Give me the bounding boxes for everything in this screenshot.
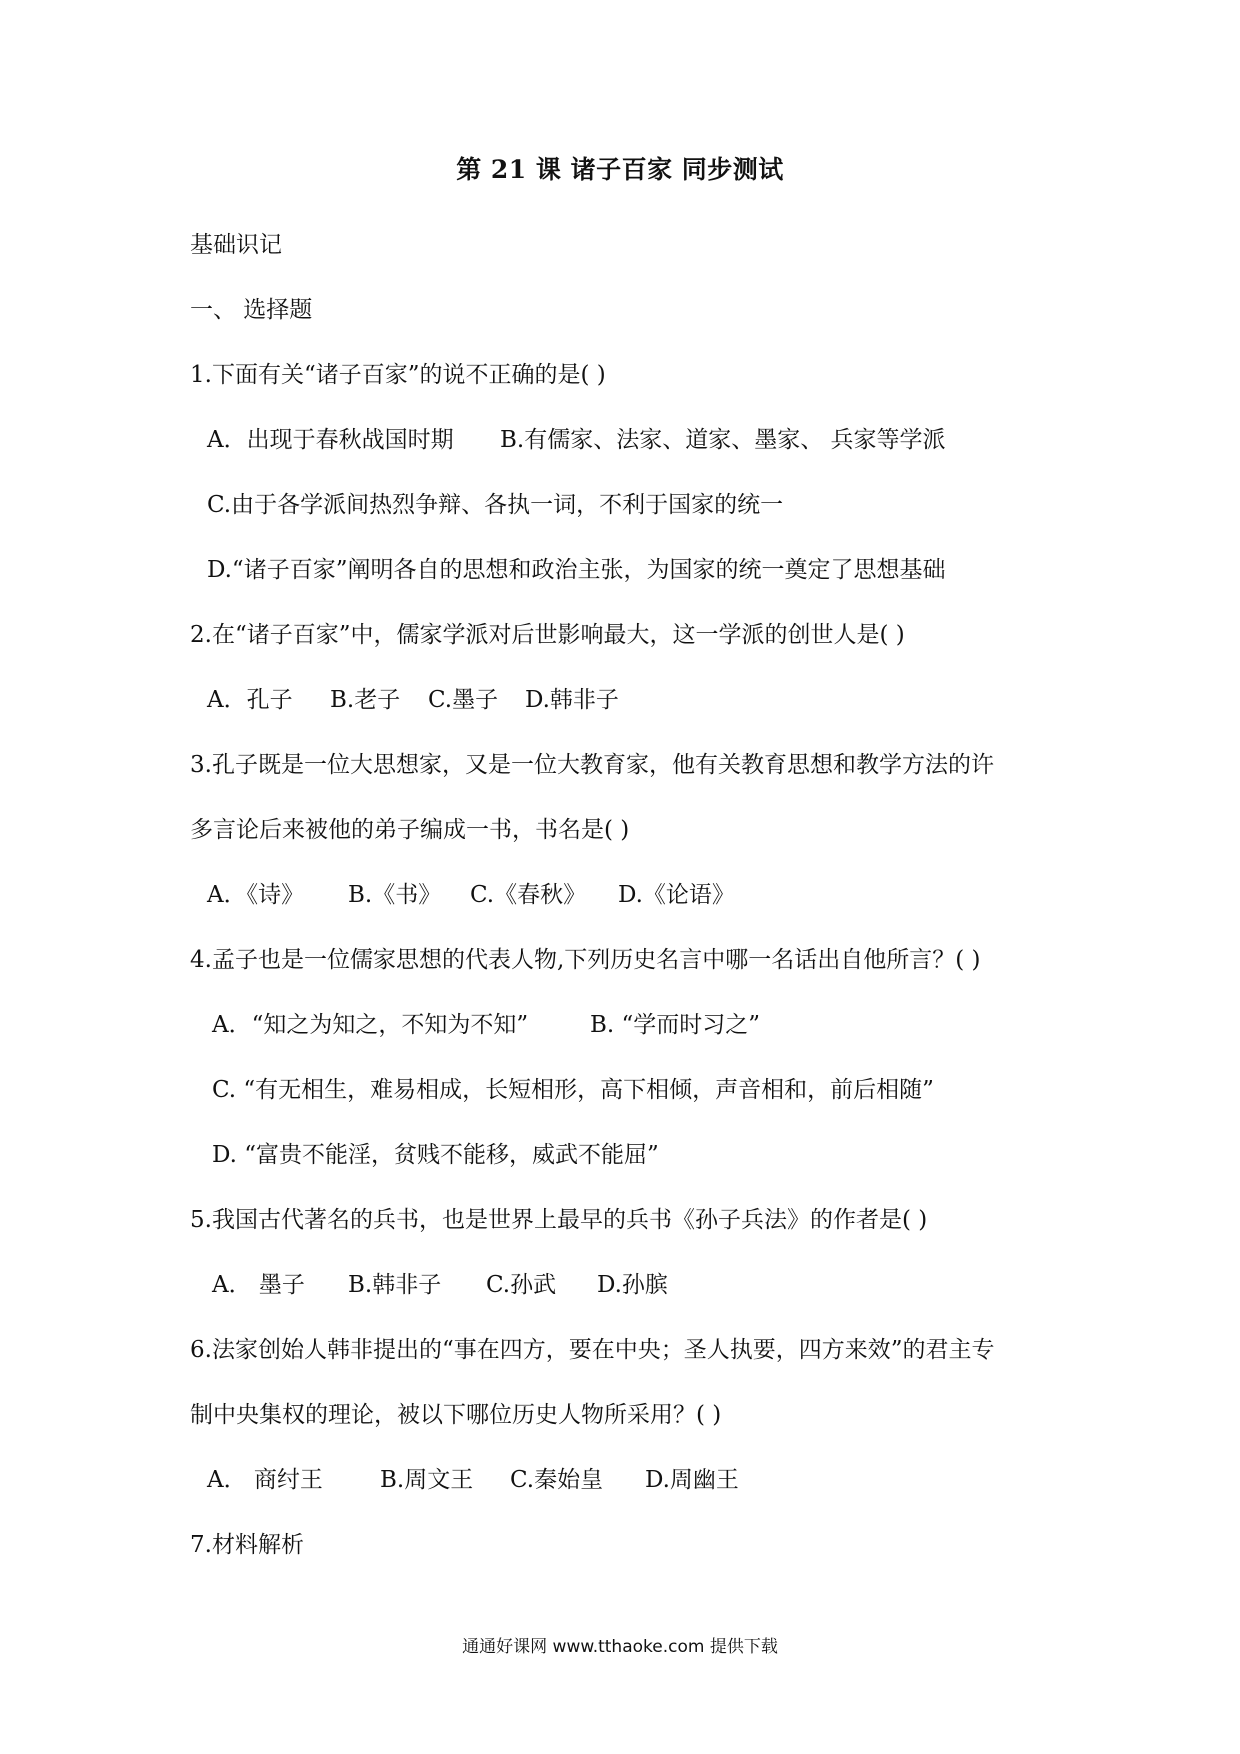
page-footer: 通通好课网 www.tthaoke.com 提供下载: [462, 1637, 778, 1657]
section-heading: 基础识记: [190, 232, 282, 258]
question-6-option-d: D.周幽王: [645, 1467, 739, 1493]
question-4-option-a: A．“知之为知之，不知为不知”: [212, 1012, 529, 1038]
question-2-stem: 2.在“诸子百家”中，儒家学派对后世影响最大，这一学派的创世人是( ): [190, 622, 905, 648]
question-4-option-b: B. “学而时习之”: [590, 1012, 761, 1038]
question-7-stem: 7.材料解析: [190, 1532, 304, 1558]
question-6-option-c: C.秦始皇: [510, 1467, 604, 1493]
question-6-stem-line-1: 6.法家创始人韩非提出的“事在四方，要在中央；圣人执要，四方来效”的君主专: [190, 1337, 995, 1363]
question-6-stem-line-2: 制中央集权的理论，被以下哪位历史人物所采用？( ): [190, 1402, 722, 1428]
question-1-option-b: B.有儒家、法家、道家、墨家、 兵家等学派: [500, 427, 946, 453]
question-3-stem-line-1: 3.孔子既是一位大思想家，又是一位大教育家，他有关教育思想和教学方法的许: [190, 752, 994, 778]
page-title: 第 21 课 诸子百家 同步测试: [456, 155, 784, 184]
question-5-option-a: A． 墨子: [212, 1272, 305, 1298]
question-6-option-a: A． 商纣王: [207, 1467, 323, 1493]
question-1-option-c: C.由于各学派间热烈争辩、各执一词，不利于国家的统一: [207, 492, 784, 518]
question-3-option-b: B.《书》: [348, 882, 442, 908]
question-2-option-a: A．孔子: [207, 687, 293, 713]
question-1-stem: 1.下面有关“诸子百家”的说不正确的是( ): [190, 362, 606, 388]
question-3-stem-line-2: 多言论后来被他的弟子编成一书，书名是( ): [190, 817, 630, 843]
question-5-option-b: B.韩非子: [348, 1272, 442, 1298]
question-2-option-d: D.韩非子: [525, 687, 619, 713]
question-4-option-c: C. “有无相生，难易相成，长短相形，高下相倾，声音相和，前后相随”: [212, 1077, 934, 1103]
question-2-option-c: C.墨子: [428, 687, 499, 713]
question-3-option-d: D.《论语》: [618, 882, 735, 908]
question-4-stem: 4.孟子也是一位儒家思想的代表人物,下列历史名言中哪一名话出自他所言？( ): [190, 947, 981, 973]
question-2-option-b: B.老子: [330, 687, 401, 713]
question-3-option-a: A．《诗》: [207, 882, 305, 908]
question-4-option-d: D. “富贵不能淫，贫贱不能移，威武不能屈”: [212, 1142, 659, 1168]
part-heading: 一、 选择题: [190, 297, 313, 323]
question-6-option-b: B.周文王: [380, 1467, 474, 1493]
question-5-stem: 5.我国古代著名的兵书，也是世界上最早的兵书《孙子兵法》的作者是( ): [190, 1207, 928, 1233]
question-5-option-d: D.孙膑: [597, 1272, 668, 1298]
question-5-option-c: C.孙武: [486, 1272, 557, 1298]
question-3-option-c: C.《春秋》: [470, 882, 587, 908]
question-1-option-d: D.“诸子百家”阐明各自的思想和政治主张，为国家的统一奠定了思想基础: [207, 557, 946, 583]
question-1-option-a: A．出现于春秋战国时期: [207, 427, 454, 453]
